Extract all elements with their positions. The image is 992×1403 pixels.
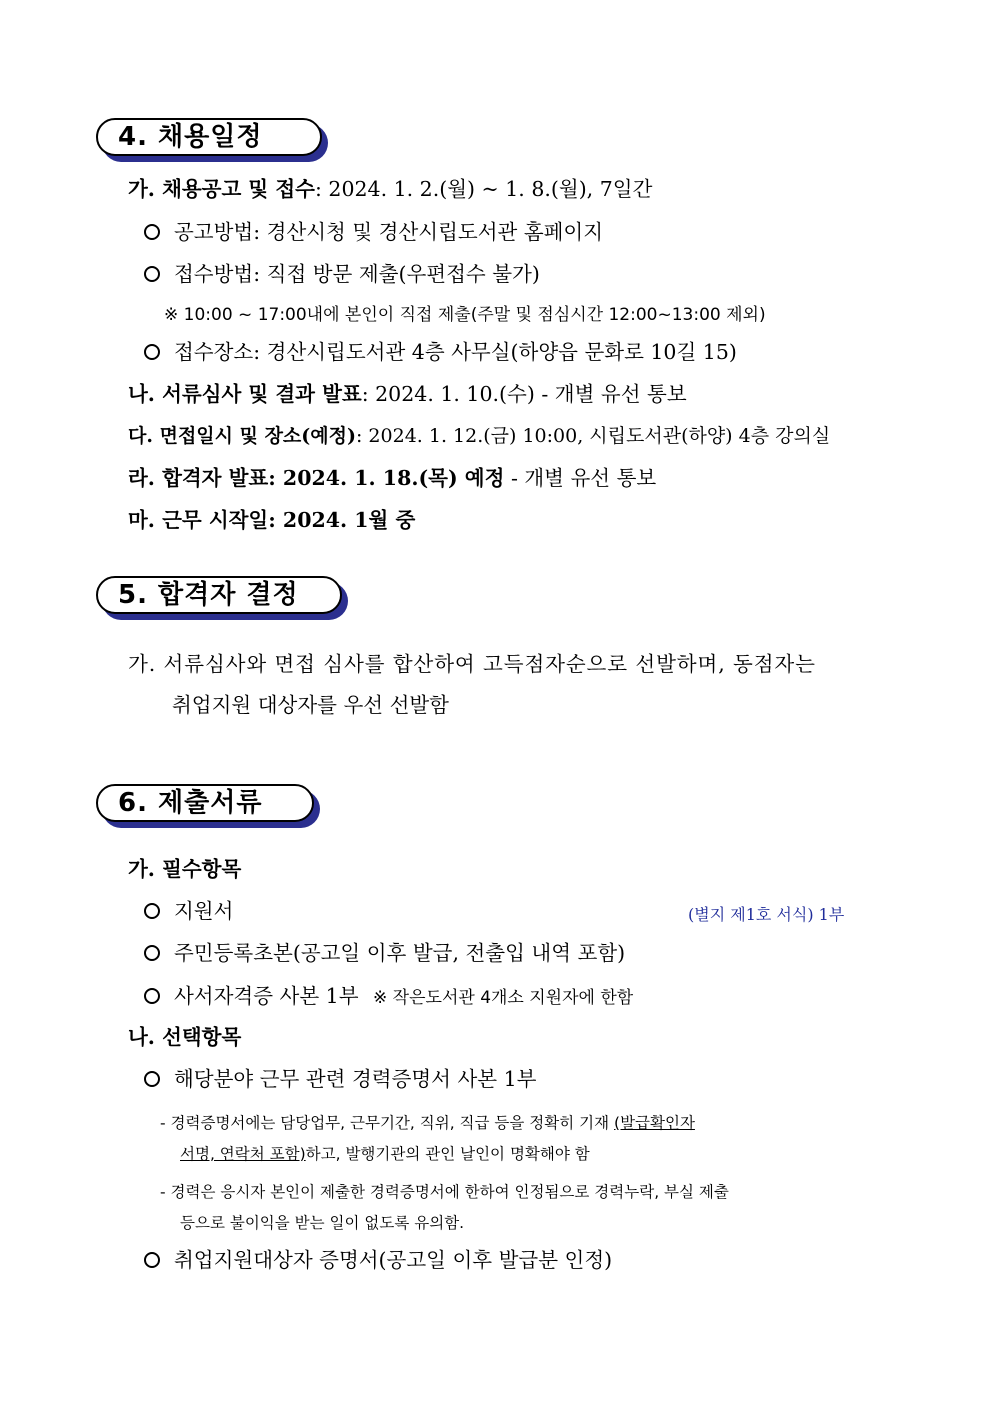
s6-item-a2: 주민등록초본(공고일 이후 발급, 전출입 내역 포함) [144,940,625,966]
circle-bullet-icon [144,344,160,360]
circle-bullet-icon [144,945,160,961]
circle-bullet-icon [144,1071,160,1087]
s6-item-b1-detail-1: - 경력증명서에는 담당업무, 근무기간, 직위, 직급 등을 정확히 기재 (발급확인자 [160,1114,695,1132]
s6-item-a1: 지원서 [144,898,233,924]
circle-bullet-icon [144,988,160,1004]
section-4-title: 4. 채용일정 [96,118,322,156]
s4-item-e: 마. 근무 시작일: 2024. 1월 중 [128,508,416,532]
s6-item-b1-detail-2b: 등으로 불이익을 받는 일이 없도록 유의함. [180,1214,465,1232]
section-6-header [96,784,314,822]
section-4-header [96,118,322,156]
circle-bullet-icon [144,903,160,919]
s4-item-b: 나. 서류심사 및 결과 발표: 2024. 1. 10.(수) - 개별 유선 통보 [128,382,687,406]
s4-item-a: 가. 채용공고 및 접수: 2024. 1. 2.(월) ~ 1. 8.(월), 7일간 [128,177,653,201]
s6-item-a: 가. 필수항목 [128,857,242,881]
s6-item-b1-detail-1b: 서명, 연락처 포함)하고, 발행기관의 관인 날인이 명확해야 함 [180,1145,590,1163]
s6-item-b1: 해당분야 근무 관련 경력증명서 사본 1부 [144,1066,536,1092]
s6-item-a3: 사서자격증 사본 1부 ※ 작은도서관 4개소 지원자에 한함 [144,983,633,1011]
s4-item-d: 라. 합격자 발표: 2024. 1. 18.(목) 예정 - 개별 유선 통보 [128,466,657,490]
s4-item-a1: 공고방법: 경산시청 및 경산시립도서관 홈페이지 [144,219,603,245]
s4-item-a3: 접수장소: 경산시립도서관 4층 사무실(하양읍 문화로 10길 15) [144,339,737,365]
s6-item-a1-note: (별지 제1호 서식) 1부 [688,905,845,924]
section-5-title: 5. 합격자 결정 [96,576,342,614]
s6-item-b2: 취업지원대상자 증명서(공고일 이후 발급분 인정) [144,1247,612,1273]
s4-item-a2: 접수방법: 직접 방문 제출(우편접수 불가) [144,261,540,287]
circle-bullet-icon [144,224,160,240]
s5-line-1: 가. 서류심사와 면접 심사를 합산하여 고득점자순으로 선발하며, 동점자는 [128,652,816,676]
s6-item-a3-note: ※ 작은도서관 4개소 지원자에 한함 [373,988,634,1008]
s4-item-c: 다. 면접일시 및 장소(예정): 2024. 1. 12.(금) 10:00, 시립도서관(하양) 4층 강의실 [128,425,831,447]
s5-line-2: 취업지원 대상자를 우선 선발함 [172,693,449,717]
section-5-header [96,576,342,614]
s6-item-b: 나. 선택항목 [128,1025,242,1049]
circle-bullet-icon [144,1252,160,1268]
s4-item-a2-note: ※ 10:00 ~ 17:00내에 본인이 직접 제출(주말 및 점심시간 12:00~13:00 제외) [164,305,766,325]
section-6-title: 6. 제출서류 [96,784,314,822]
s6-item-b1-detail-2: - 경력은 응시자 본인이 제출한 경력증명서에 한하여 인정됨으로 경력누락, 부실 제출 [160,1183,729,1201]
circle-bullet-icon [144,266,160,282]
